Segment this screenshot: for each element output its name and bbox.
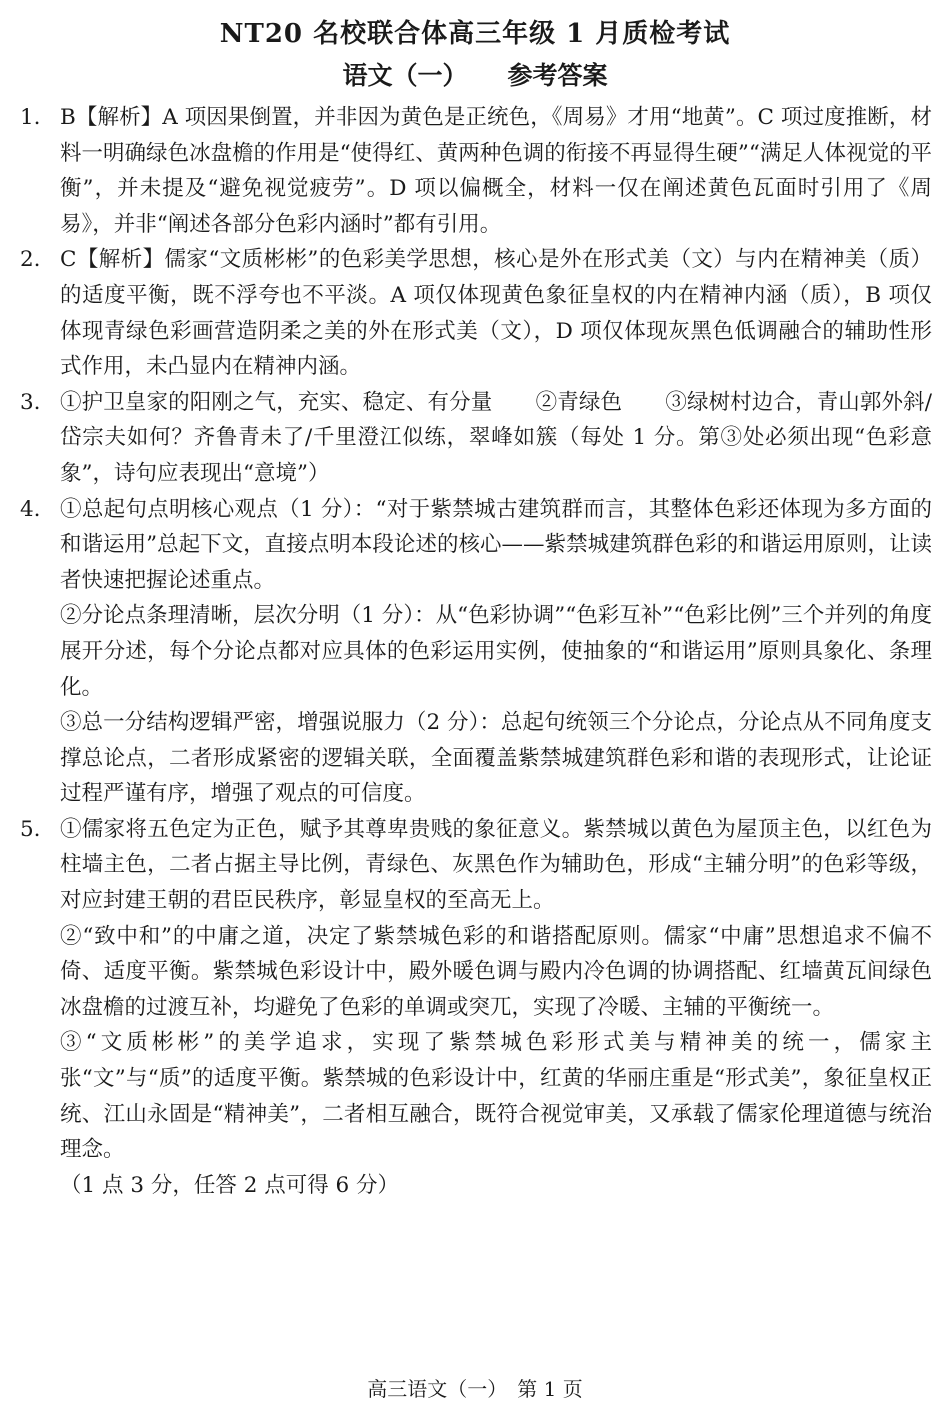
answer-item-5 [20,812,932,1204]
answer-paragraph: B【解析】A 项因果倒置，并非因为黄色是正统色，《周易》才用“地黄”。C 项过度推断，材料一明确绿色冰盘檐的作用是“使得红、黄两种色调的衔接不再显得生硬”“满足人体视觉的平衡”，并未提及“避免视觉疲劳”。D 项以偏概全，材料一仅在阐述黄色瓦面时引用了《周易》，并非“阐述各部分色彩内涵时”都有引用。 [60,105,932,237]
question-number: 1. [20,105,41,130]
answer-item-4 [20,492,932,812]
answer-paragraph: ③“文质彬彬”的美学追求，实现了紫禁城色彩形式美与精神美的统一，儒家主张“文”与“质”的适度平衡。紫禁城的色彩设计中，红黄的华丽庄重是“形式美”，象征皇权正统、江山永固是“精神美”，二者相互融合，既符合视觉审美，又承载了儒家伦理道德与统治理念。 [60,1030,932,1163]
question-number: 4. [20,496,41,522]
answer-paragraph: ②“致中和”的中庸之道，决定了紫禁城色彩的和谐搭配原则。儒家“中庸”思想追求不偏不倚、适度平衡。紫禁城色彩设计中，殿外暖色调与殿内冷色调的协调搭配、红墙黄瓦间绿色冰盘檐的过渡互补，均避免了色彩的单调或突兀，实现了冷暖、主辅的平衡统一。 [60,923,932,1020]
question-number: 5. [20,816,41,842]
answer-paragraph: ③总一分结构逻辑严密，增强说服力（2 分）：总起句统领三个分论点，分论点从不同角度支撑总论点，二者形成紧密的逻辑关联，全面覆盖紫禁城建筑群色彩和谐的表现形式，让论证过程严谨有序，增强了观点的可信度。 [60,710,932,807]
answer-paragraph: ①儒家将五色定为正色，赋予其尊卑贵贱的象征意义。紫禁城以黄色为屋顶主色，以红色为柱墙主色，二者占据主导比例，青绿色、灰黑色作为辅助色，形成“主辅分明”的色彩等级，对应封建王朝的君臣民秩序，彰显皇权的至高无上。 [60,816,932,914]
doc-type-label: 参考答案 [507,61,608,90]
answer-item-3 [20,385,932,492]
exam-subtitle [0,56,950,96]
answer-paragraph: ①护卫皇家的阳刚之气，充实、稳定、有分量 ②青绿色 ③绿树村边合，青山郭外斜/岱宗夫如何？齐鲁青未了/千里澄江似练，翠峰如簇（每处 1 分。第③处必须出现“色彩意象”，诗句应表现出“意境”） [60,389,932,486]
answers-list [20,100,932,1203]
scoring-note: （1 点 3 分，任答 2 点可得 6 分） [60,1172,400,1198]
exam-title: NT20 名校联合体高三年级 1 月质检考试 [219,19,731,49]
answer-item-2 [20,242,932,384]
question-number: 3. [20,389,41,415]
page-footer: 高三语文（一） 第 1 页 [367,1377,583,1401]
answer-paragraph: ②分论点条理清晰，层次分明（1 分）：从“色彩协调”“色彩互补”“色彩比例”三个并列的角度展开分述，每个分论点都对应具体的色彩运用实例，使抽象的“和谐运用”原则具象化、条理化。 [60,603,932,700]
answer-item-1 [20,100,932,242]
answer-paragraph: C【解析】儒家“文质彬彬”的色彩美学思想，核心是外在形式美（文）与内在精神美（质）的适度平衡，既不浮夸也不平淡。A 项仅体现黄色象征皇权的内在精神内涵（质），B 项仅体现青绿色彩画营造阴柔之美的外在形式美（文），D 项仅体现灰黑色低调融合的辅助性形式作用，未凸显内在精神内涵。 [60,247,932,380]
answer-paragraph: ①总起句点明核心观点（1 分）：“对于紫禁城古建筑群而言，其整体色彩还体现为多方面的和谐运用”总起下文，直接点明本段论述的核心——紫禁城建筑群色彩的和谐运用原则，让读者快速把握论述重点。 [60,496,932,593]
question-number: 2. [20,247,41,273]
subject-label: 语文（一） [342,61,468,90]
